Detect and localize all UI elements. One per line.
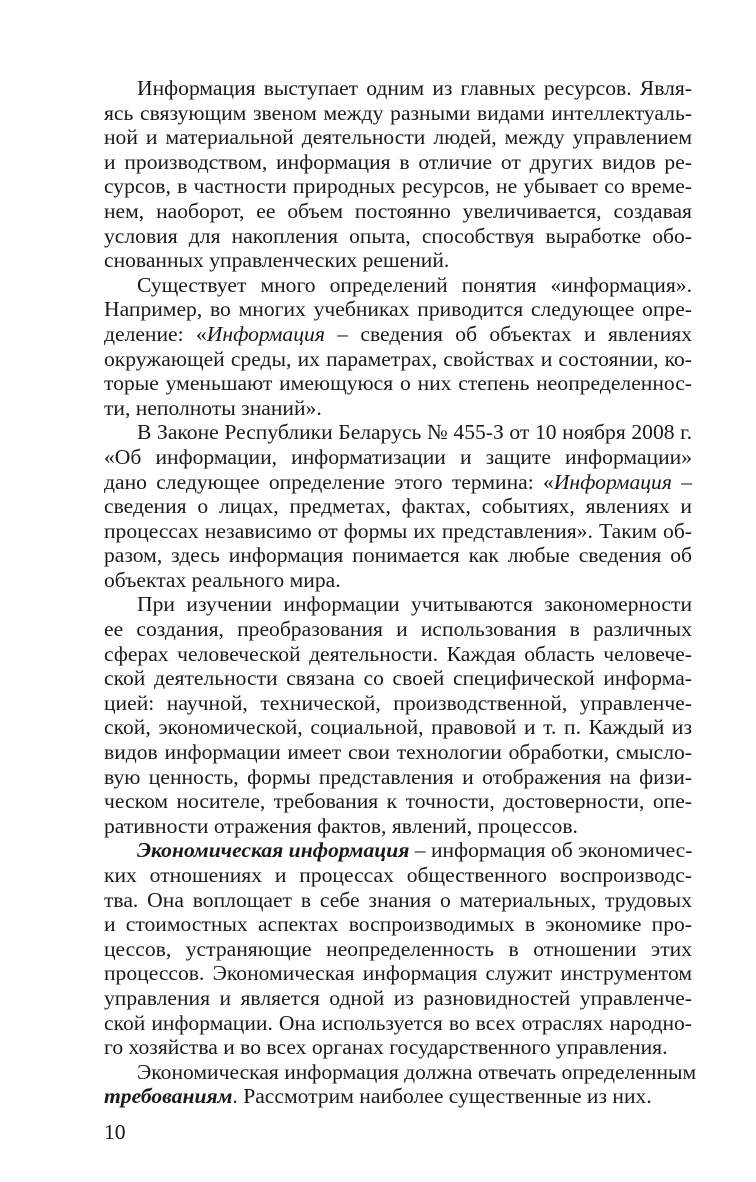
text-line: «Об информации, информатизации и защите информации»: [104, 444, 692, 469]
text-line: ративности отражения фактов, явлений, процессов.: [104, 813, 578, 838]
text-line-with-term: [104, 322, 692, 347]
bold-italic-term: требованиям: [104, 1084, 233, 1109]
text-line: Существует много определений понятия «информация».: [137, 272, 692, 297]
text-line: торые уменьшают имеющуюся о них степень неопределеннос-: [104, 371, 692, 396]
text-line: снованных управленческих решений.: [104, 248, 450, 273]
text-segment: – информация об экономичес-: [409, 838, 693, 863]
text-line: цией: научной, технической, производственной, управленче-: [104, 690, 692, 715]
text-line: ной и материальной деятельности людей, между управлением: [104, 125, 692, 150]
text-segment: –: [671, 469, 692, 494]
page-body: [104, 76, 697, 1109]
paragraph-1: [104, 76, 692, 273]
text-line: ской, экономической, социальной, правовой и т. п. Каждый из: [104, 715, 692, 740]
text-segment: . Рассмотрим наиболее существенные из них.: [232, 1084, 652, 1109]
text-line: При изучении информации учитываются закономерности: [137, 592, 692, 617]
text-line: Информация выступает одним из главных ресурсов. Явля-: [137, 76, 692, 100]
text-line: ческом носителе, требования к точности, достоверности, опе-: [104, 789, 692, 814]
paragraph-4: [104, 592, 692, 838]
text-segment: дано следующее определение этого термина: «: [104, 469, 554, 494]
text-line: нем, наоборот, ее объем постоянно увеличивается, создавая: [104, 198, 692, 223]
text-line: Например, во многих учебниках приводится следующее опре-: [104, 297, 692, 322]
paragraph-5: [104, 838, 692, 1059]
text-line-with-term: [104, 1084, 692, 1109]
page-number: 10: [104, 1120, 126, 1144]
text-line: процессов. Экономическая информация служит инструментом: [104, 961, 692, 986]
text-line: сведения о лицах, предметах, фактах, событиях, явлениях и: [104, 494, 692, 519]
text-line-with-term: [104, 838, 692, 863]
text-line: объектах реального мира.: [104, 567, 341, 592]
text-line: процессах независимо от формы их представления». Таким об-: [104, 518, 692, 543]
text-line: и производством, информация в отличие от других видов ре-: [104, 149, 692, 174]
text-segment: деление: «: [104, 321, 207, 346]
text-line: го хозяйства и во всех органах государственного управления.: [104, 1035, 668, 1060]
text-line: сурсов, в частности природных ресурсов, не убывает со време-: [104, 174, 692, 199]
text-line: ясь связующим звеном между разными видами интеллектуаль-: [104, 100, 692, 125]
text-line: Экономическая информация должна отвечать определенным: [137, 1059, 697, 1084]
text-line: ской информации. Она используется во всех отраслях народно-: [104, 1010, 692, 1035]
paragraph-2: [104, 273, 692, 421]
text-segment: – сведения об объектах и явлениях: [324, 321, 692, 346]
paragraph-3: [104, 420, 692, 592]
bold-italic-term: Экономическая информация: [137, 838, 410, 863]
text-line: окружающей среды, их параметрах, свойствах и состоянии, ко-: [104, 346, 692, 371]
text-line-with-term: [104, 470, 692, 495]
paragraph-6: [104, 1059, 697, 1109]
text-line: управления и является одной из разновидностей управленче-: [104, 985, 692, 1010]
text-line: разом, здесь информация понимается как любые сведения об: [104, 543, 692, 568]
text-line: ти, неполноты знаний».: [104, 395, 322, 420]
text-line: В Законе Республики Беларусь № 455-З от 10 ноября 2008 г.: [137, 420, 692, 445]
text-line: цессов, устраняющие неопределенность в отношении этих: [104, 936, 692, 961]
text-line: вую ценность, формы представления и отображения на физи-: [104, 764, 692, 789]
text-line: и стоимостных аспектах воспроизводимых в экономике про-: [104, 912, 692, 937]
text-line: ской деятельности связана со своей специфической информа-: [104, 666, 692, 691]
text-line: условия для накопления опыта, способствуя выработке обо-: [104, 223, 692, 248]
text-line: сферах человеческой деятельности. Каждая область человече-: [104, 641, 692, 666]
text-line: тва. Она воплощает в себе знания о материальных, трудовых: [104, 887, 692, 912]
italic-term: Информация: [206, 321, 325, 346]
text-line: ких отношениях и процессах общественного воспроизводс-: [104, 863, 692, 887]
text-line: ее создания, преобразования и использования в различных: [104, 617, 692, 642]
italic-term: Информация: [553, 469, 672, 494]
text-line: видов информации имеет свои технологии обработки, смысло-: [104, 740, 692, 765]
